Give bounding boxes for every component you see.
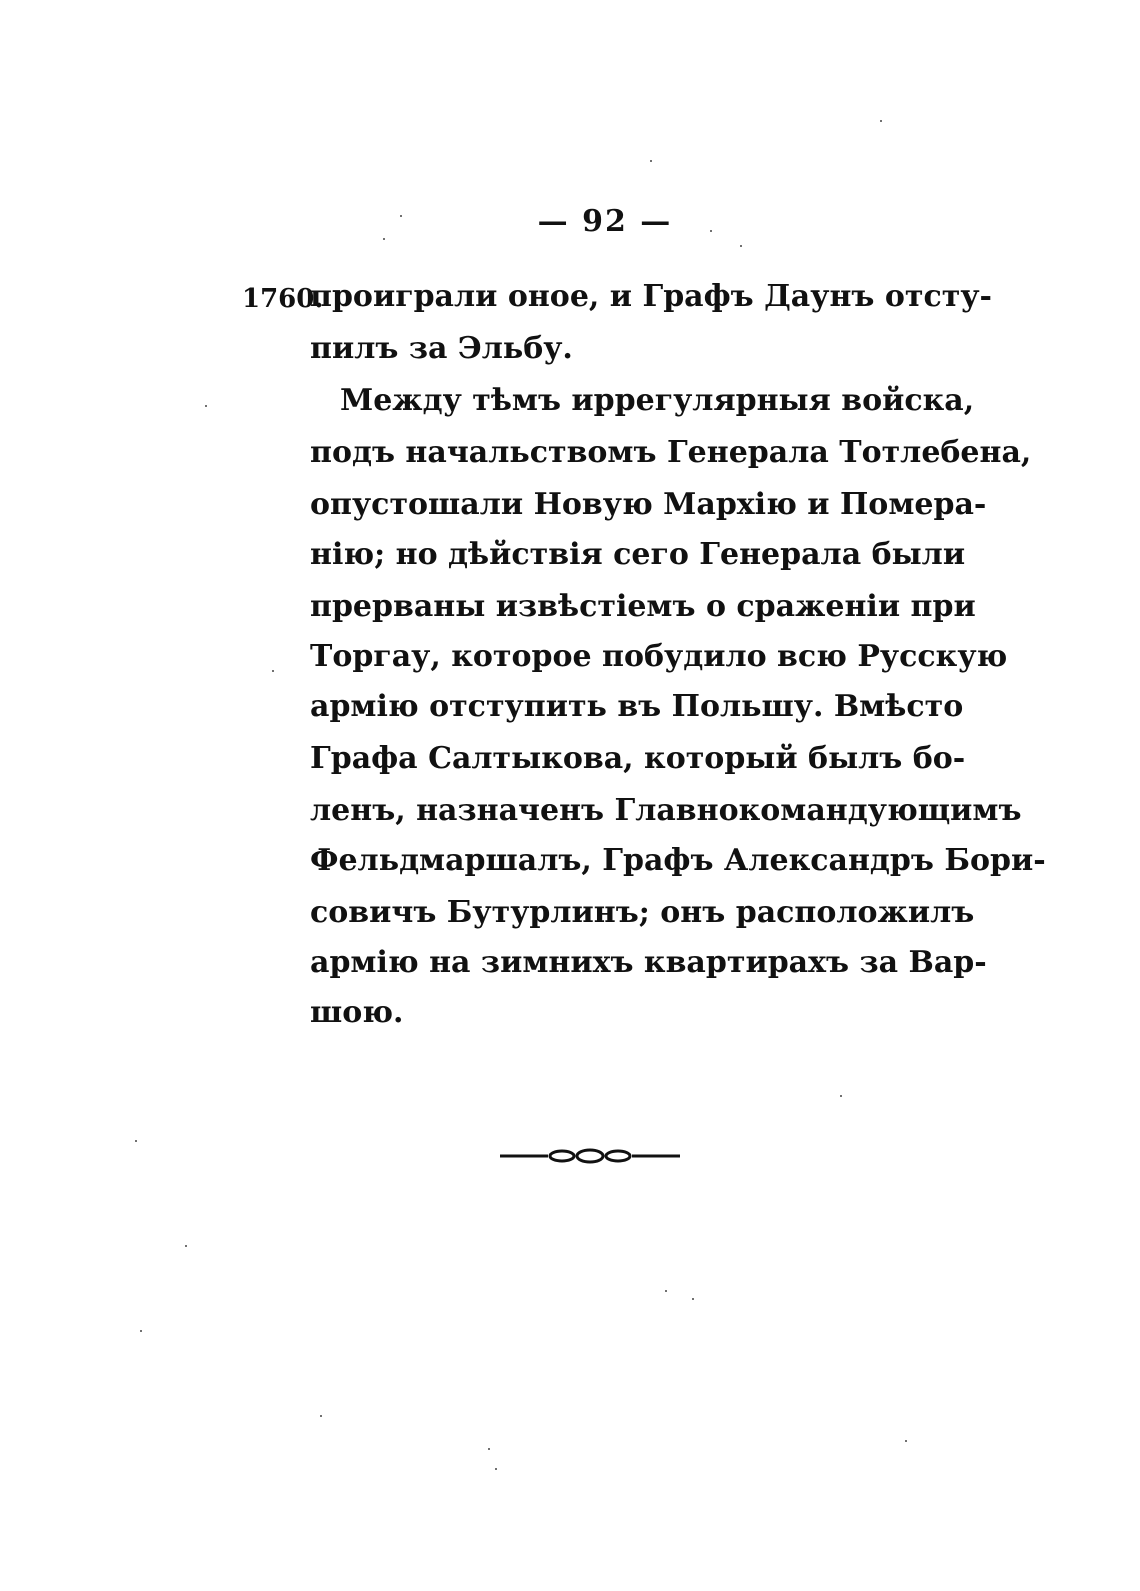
text-line-1: проиграли оное, и Графъ Даунъ отсту-	[310, 279, 992, 314]
text-line-3: Между тѣмъ иррегулярныя войска,	[340, 383, 975, 418]
text-line-2: пилъ за Эльбу.	[310, 331, 573, 366]
text-line-10: Графа Салтыкова, который былъ бо-	[310, 741, 966, 776]
text-line-12: Фельдмаршалъ, Графъ Александръ Бори-	[310, 843, 1046, 878]
text-line-8: Торгау, которое побудило всю Русскую	[310, 639, 1008, 674]
margin-year: 1760.	[242, 284, 324, 314]
text-line-13: совичъ Бутурлинъ; онъ расположилъ	[310, 895, 975, 930]
page-number: — 92 —	[537, 204, 673, 239]
text-line-14: армію на зимнихъ квартирахъ за Вар-	[310, 945, 987, 980]
text-line-9: армію отступить въ Польшу. Вмѣсто	[310, 689, 964, 724]
text-line-4: подъ начальствомъ Генерала Тотлебена,	[310, 435, 1032, 470]
ornament-divider	[500, 1146, 680, 1166]
text-line-6: нію; но дѣйствія сего Генерала были	[310, 537, 966, 572]
text-line-5: опустошали Новую Мархію и Помера-	[310, 487, 987, 522]
text-line-15: шою.	[310, 995, 404, 1030]
text-line-11: ленъ, назначенъ Главнокомандующимъ	[310, 793, 1022, 828]
text-line-7: прерваны извѣстіемъ о сраженіи при	[310, 589, 976, 624]
